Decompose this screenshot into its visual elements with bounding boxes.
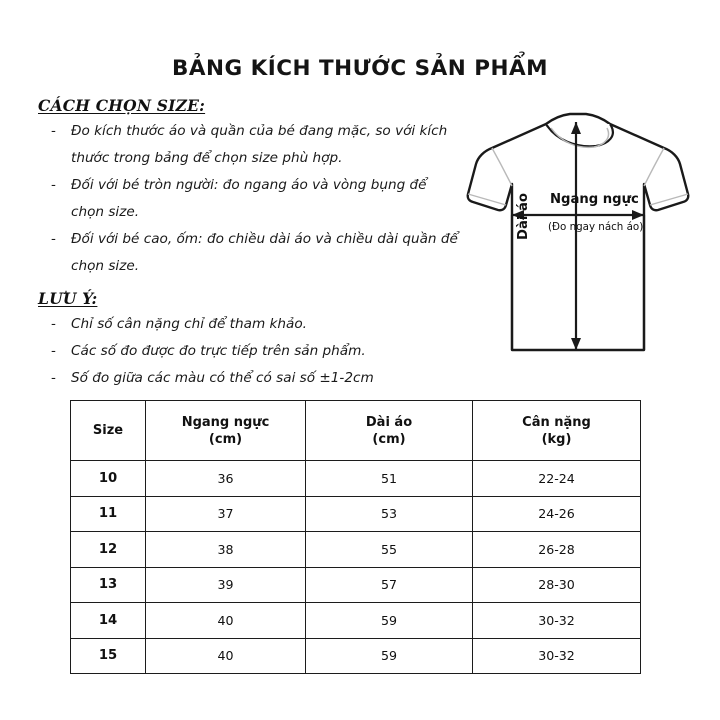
cell-size: 15 (71, 638, 146, 674)
cell-chest: 39 (146, 567, 306, 603)
chest-measure-sublabel: (Đo ngay nách áo) (548, 221, 644, 233)
bullet-list-note (38, 311, 458, 392)
cell-size: 13 (71, 567, 146, 603)
column-header-weight-main: Cân nặng (522, 414, 591, 430)
length-measure-label: Dài áo (516, 193, 531, 240)
cell-weight: 28-30 (473, 567, 641, 603)
column-header-chest (146, 401, 306, 461)
column-header-weight (473, 401, 641, 461)
cell-weight: 30-32 (473, 638, 641, 674)
list-item (38, 226, 458, 280)
cell-chest: 40 (146, 603, 306, 639)
table-header-row (71, 401, 641, 461)
cell-chest: 37 (146, 496, 306, 532)
list-item (38, 365, 458, 392)
chest-measure-label: Ngang ngực (550, 192, 639, 207)
table-row (71, 496, 641, 532)
instructions-column (38, 96, 458, 392)
list-item-text: Đối với bé cao, ốm: đo chiều dài áo và chiều dài quần để chọn size. (71, 231, 458, 274)
cell-length: 53 (306, 496, 473, 532)
cell-weight: 26-28 (473, 532, 641, 568)
cell-length: 57 (306, 567, 473, 603)
column-header-length (306, 401, 473, 461)
cell-chest: 38 (146, 532, 306, 568)
column-header-chest-main: Ngang ngực (181, 414, 270, 430)
table-row (71, 567, 641, 603)
list-item (38, 172, 458, 226)
cell-size: 12 (71, 532, 146, 568)
table-row (71, 603, 641, 639)
cell-size: 10 (71, 461, 146, 497)
cell-weight: 24-26 (473, 496, 641, 532)
cell-size: 11 (71, 496, 146, 532)
table-row (71, 461, 641, 497)
column-header-weight-unit: (kg) (541, 431, 572, 447)
cell-length: 55 (306, 532, 473, 568)
list-item (38, 118, 458, 172)
bullet-dash-icon: - (51, 316, 56, 332)
cell-weight: 30-32 (473, 603, 641, 639)
bullet-dash-icon: - (51, 343, 56, 359)
column-header-chest-unit: (cm) (208, 431, 243, 447)
table-row (71, 532, 641, 568)
section-heading-note: LƯU Ý: (38, 289, 98, 308)
tshirt-measurement-diagram (458, 110, 698, 375)
cell-length: 59 (306, 638, 473, 674)
bullet-dash-icon: - (51, 231, 56, 247)
cell-chest: 36 (146, 461, 306, 497)
list-item (38, 338, 458, 365)
list-item-text: Các số đo được đo trực tiếp trên sản phẩm. (71, 343, 366, 359)
cell-chest: 40 (146, 638, 306, 674)
section-heading-how-to-choose-size: CÁCH CHỌN SIZE: (38, 96, 206, 115)
tshirt-icon (458, 110, 698, 375)
list-item-text: Chỉ số cân nặng chỉ để tham khảo. (71, 316, 307, 332)
list-item-text: Đo kích thước áo và quần của bé đang mặc, so với kích thước trong bảng để chọn size phù hợp. (71, 123, 448, 166)
cell-length: 59 (306, 603, 473, 639)
list-item-text: Đối với bé tròn người: đo ngang áo và vòng bụng để chọn size. (71, 177, 427, 220)
bullet-dash-icon: - (51, 177, 56, 193)
column-header-length-main: Dài áo (365, 414, 413, 430)
cell-size: 14 (71, 603, 146, 639)
table-header (71, 401, 641, 461)
size-chart-table (70, 400, 641, 674)
column-header-length-unit: (cm) (372, 431, 406, 447)
list-item-text: Số đo giữa các màu có thể có sai số ±1-2cm (71, 370, 374, 386)
bullet-list-how-to-choose-size (38, 118, 458, 280)
bullet-dash-icon: - (51, 370, 56, 386)
table-row (71, 638, 641, 674)
page-title: BẢNG KÍCH THƯỚC SẢN PHẨM (171, 56, 549, 81)
cell-weight: 22-24 (473, 461, 641, 497)
column-header-size-main: Size (92, 423, 124, 438)
table-body (71, 461, 641, 674)
cell-length: 51 (306, 461, 473, 497)
column-header-size (71, 401, 146, 461)
list-item (38, 311, 458, 338)
bullet-dash-icon: - (51, 123, 56, 139)
